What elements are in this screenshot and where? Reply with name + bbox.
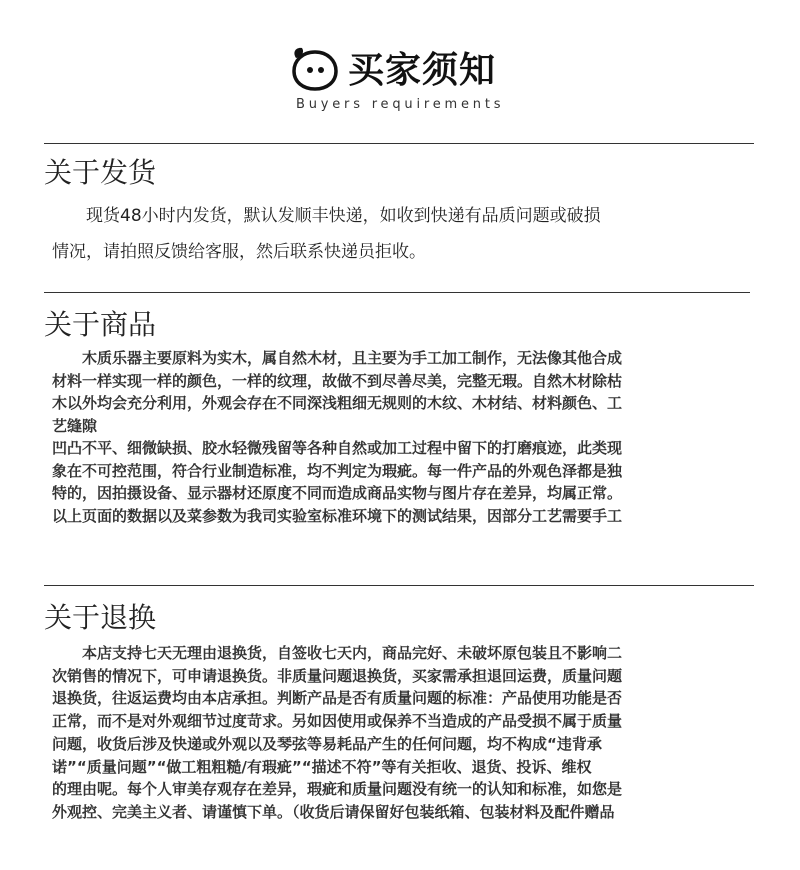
section-body-shipping [52, 198, 752, 270]
text-line: 的理由呢。每个人审美存观存在差异，瑕疵和质量问题没有统一的认知和标准，如您是 [52, 780, 623, 799]
text-line: 凹凸不平、细微缺损、胶水轻微残留等各种自然或加工过程中留下的打磨痕迹，此类现 [52, 439, 623, 457]
text-line: 材料一样实现一样的颜色，一样的纹理，故做不到尽善尽美，完整无瑕。自然木材除枯 [52, 371, 623, 390]
section-title-shipping: 关于发货 [44, 156, 157, 189]
page-title: 买家须知 [348, 50, 497, 91]
text-line: 现货48小时内发货，默认发顺丰快递，如收到快递有品质问题或破损 [52, 206, 601, 226]
section-title-returns: 关于退换 [44, 601, 157, 634]
cartoon-face-icon [290, 44, 340, 92]
text-line: 退换货，往返运费均由本店承担。判断产品是否有质量问题的标准：产品使用功能是否 [52, 689, 623, 708]
section-title-product: 关于商品 [44, 308, 157, 341]
divider [44, 292, 750, 293]
page-subtitle: Buyers requirements [296, 97, 505, 112]
text-line: 情况，请拍照反馈给客服，然后联系快递员拒收。 [52, 242, 426, 262]
text-line: 问题，收货后涉及快递或外观以及琴弦等易耗品产生的任何问题，均不构成“违背承 [52, 734, 602, 753]
text-line: 正常，而不是对外观细节过度苛求。另如因使用或保养不当造成的产品受损不属于质量 [52, 712, 623, 731]
text-line: 以上页面的数据以及菜参数为我司实验室标准环境下的测试结果，因部分工艺需要手工 [52, 506, 623, 525]
text-line: 诺”“质量问题”“做工粗粗糙/有瑕疵”“描述不符”等有关拒收、退货、投诉、维权 [52, 757, 592, 776]
text-line: 次销售的情况下，可申请退换货。非质量问题退换货，买家需承担退回运费，质量问题 [52, 666, 623, 685]
text-line: 艺缝隙 [52, 416, 98, 435]
text-line: 木质乐器主要原料为实木，属自然木材，且主要为手工加工制作，无法像其他合成 [52, 349, 623, 367]
text-line: 木以外均会充分利用，外观会存在不同深浅粗细无规则的木纹、木材结、材料颜色、工 [52, 394, 623, 412]
text-line: 本店支持七天无理由退换货，自签收七天内，商品完好、未破坏原包装且不影响二 [52, 644, 623, 662]
section-body-product [52, 347, 752, 527]
divider [44, 143, 754, 144]
text-line: 外观控、完美主义者、请谨慎下单。（收货后请保留好包装纸箱、包装材料及配件赠品 [52, 802, 615, 821]
text-line: 特的，因拍摄设备、显示器材还原度不同而造成商品实物与图片存在差异，均属正常。 [52, 484, 623, 502]
section-body-returns [52, 642, 752, 824]
header [0, 0, 800, 140]
divider [44, 585, 754, 586]
text-line: 象在不可控范围，符合行业制造标准，均不判定为瑕疵。每一件产品的外观色泽都是独 [52, 461, 623, 480]
